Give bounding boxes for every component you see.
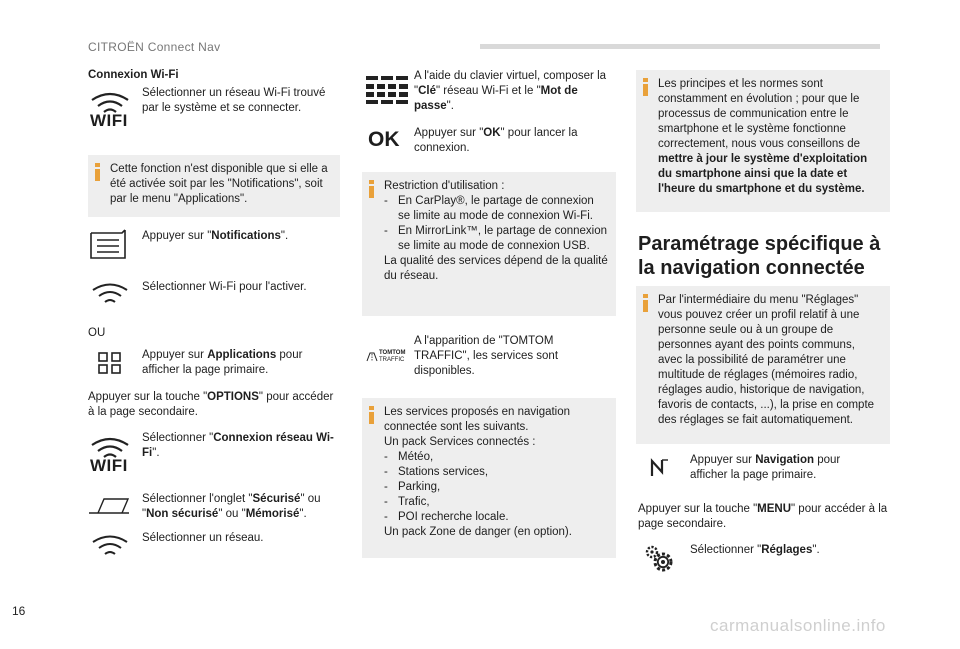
- list-item: - POI recherche locale.: [384, 511, 509, 523]
- para-menu: Appuyer sur la touche "MENU" pour accéder à la page secondaire.: [638, 503, 888, 530]
- wifi-label: WIFI: [90, 111, 128, 130]
- header-rule: [480, 44, 880, 49]
- step-press-notifications: Appuyer sur "Notifications".: [142, 230, 289, 242]
- step-select-a-network: Sélectionner un réseau.: [142, 532, 264, 544]
- step-select-settings: Sélectionner "Réglages".: [690, 544, 820, 556]
- wifi-icon: [90, 534, 130, 558]
- ok-button-icon: OK: [368, 128, 400, 151]
- info-icon: [643, 78, 648, 92]
- page-number: 16: [12, 604, 26, 618]
- step-tomtom: A l'apparition de "TOMTOM TRAFFIC", les services sont disponibles.: [414, 335, 559, 377]
- applications-icon: [98, 352, 122, 374]
- section-heading-connected-nav: Paramétrage spécifique à la navigation connectée: [638, 233, 881, 279]
- info-icon: [369, 180, 374, 194]
- step-enter-key: A l'aide du clavier virtuel, composer la "Clé" réseau Wi-Fi et le "Mot de passe".: [414, 70, 607, 112]
- list-item: - En MirrorLink™, le partage de connexion se limite au mode de connexion USB.: [384, 225, 608, 252]
- step-select-network: Sélectionner un réseau Wi-Fi trouvé par le système et se connecter.: [142, 87, 326, 114]
- section-heading-wifi: Connexion Wi-Fi: [88, 69, 179, 81]
- list-item: - Parking,: [384, 481, 441, 493]
- info-icon: [643, 294, 648, 308]
- step-press-ok: Appuyer sur "OK" pour lancer la connexion.: [414, 127, 578, 154]
- step-select-connection: Sélectionner "Connexion réseau Wi-Fi".: [142, 432, 334, 459]
- info-note-updates: Les principes et les normes sont constamment en évolution ; pour que le processus de communication entre le smartphone et le système fonctionne correctement, nous vous conseillons de mettre à jour le système d'exploitation du smartphone ainsi que la date et l'heure du smartphone et du système.: [636, 70, 890, 212]
- info-note-restriction: Restriction d'utilisation : - En CarPlay®, le partage de connexion se limite au mode de connexion Wi-Fi. - En MirrorLink™, le partage de connexion se limite au mode de connexion USB. La qualité des services dépend de la qualité du réseau.: [362, 172, 616, 316]
- wifi-icon: [90, 282, 130, 306]
- info-icon: [369, 406, 374, 420]
- wifi-icon: [88, 92, 132, 134]
- step-activate-wifi: Sélectionner Wi-Fi pour l'activer.: [142, 281, 307, 293]
- watermark: carmanualsonline.info: [710, 616, 886, 635]
- tab-icon: [88, 496, 130, 516]
- tomtom-traffic-icon: TOMTOM TRAFFIC: [366, 350, 408, 368]
- para-options: Appuyer sur la touche "OPTIONS" pour accéder à la page secondaire.: [88, 391, 334, 418]
- list-item: - Trafic,: [384, 496, 430, 508]
- list-item: - En CarPlay®, le partage de connexion se limite au mode de connexion Wi-Fi.: [384, 195, 594, 222]
- step-press-navigation: Appuyer sur Navigation pour afficher la page primaire.: [690, 454, 841, 481]
- step-press-applications: Appuyer sur Applications pour afficher la page primaire.: [142, 349, 303, 376]
- or-label: OU: [88, 327, 106, 339]
- list-item: - Météo,: [384, 451, 434, 463]
- settings-gear-icon: [644, 544, 676, 574]
- info-note-settings: Par l'intermédiaire du menu "Réglages" vous pouvez créer un profil relatif à une personne seule ou à un groupe de personnes ayant des points communs, avec la possibilité de paramétrer une multitude de réglages (mémoires radio, réglages audio, historique de navigation, favoris de contacts, ...), la prise en compte des réglages se fait automatiquement.: [636, 286, 890, 444]
- info-note-services: Les services proposés en navigation connectée sont les suivants. Un pack Services connectés : - Météo, - Stations services, - Parking, - Trafic, - POI recherche locale. Un pack Zone de danger (en option).: [362, 398, 616, 558]
- notifications-icon: [88, 228, 128, 262]
- info-note-notifications: Cette fonction n'est disponible que si elle a été activée soit par les "Notifications", soit par le menu "Applications".: [88, 155, 340, 217]
- running-header: CITROËN Connect Nav: [88, 40, 221, 54]
- info-icon: [95, 163, 100, 177]
- wifi-label: WIFI: [90, 456, 128, 475]
- wifi-icon: [88, 437, 132, 479]
- navigation-icon: [650, 458, 672, 478]
- keyboard-icon: [366, 76, 408, 104]
- list-item: - Stations services,: [384, 466, 489, 478]
- step-select-tab: Sélectionner l'onglet "Sécurisé" ou "Non sécurisé" ou "Mémorisé".: [142, 493, 321, 520]
